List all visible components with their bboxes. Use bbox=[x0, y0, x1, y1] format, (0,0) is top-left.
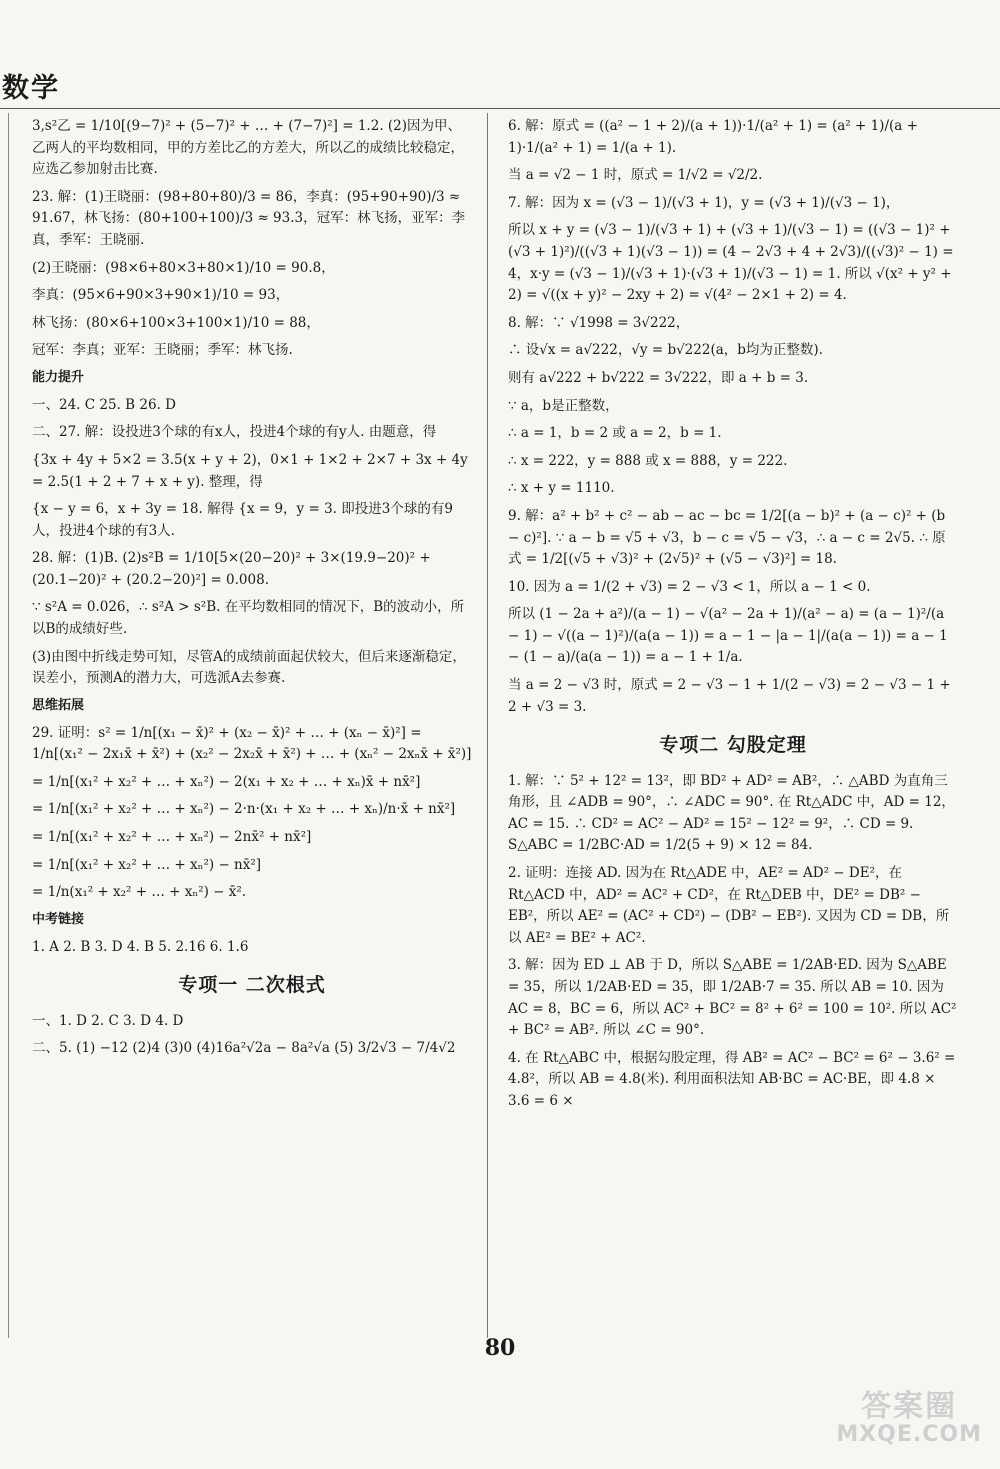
right-column bbox=[508, 116, 958, 1119]
answer-8: 8. 解：∵ √1998 = 3√222， bbox=[508, 314, 690, 331]
subsection-thinking: 思维拓展 bbox=[32, 697, 85, 713]
answer-27-solution: {x − y = 6，x + 3y = 18. 解得 {x = 9，y = 3. 即投进3个球的有9人，投进4个球的有3人. bbox=[32, 501, 453, 539]
answer-29-step1: = 1/n[(x₁² + x₂² + … + xₙ²) − 2(x₁ + x₂ + … + xₙ)x̄ + nx̄²] bbox=[32, 773, 421, 790]
answer-23-ranking: 冠军：李真；亚军：王晓丽；季军：林飞扬. bbox=[32, 342, 293, 359]
section-heading-radicals: 专项一 二次根式 bbox=[178, 974, 326, 997]
exam-link-answers: 1. A 2. B 3. D 4. B 5. 2.16 6. 1.6 bbox=[32, 938, 249, 955]
answer-10: 10. 因为 a = 1/(2 + √3) = 2 − √3 < 1，所以 a − 1 < 0. bbox=[508, 578, 871, 595]
answer-8-step1: ∴ 设√x = a√222，√y = b√222(a，b均为正整数). bbox=[508, 342, 823, 359]
watermark-logo bbox=[836, 1390, 982, 1447]
answer-10-eval: 当 a = 2 − √3 时，原式 = 2 − √3 − 1 + 1/(2 − √3) = 2 − √3 − 1 + 2 + √3 = 3. bbox=[508, 677, 951, 715]
answer-29-step4: = 1/n[(x₁² + x₂² + … + xₙ²) − nx̄²] bbox=[32, 856, 262, 873]
answer-28-part3: (3)由图中折线走势可知，尽管A的成绩前面起伏较大，但后来逐渐稳定，误差小，预测A的潜力大，可选派A去参赛. bbox=[32, 648, 466, 687]
answer-23-part2-lin: 林飞扬：(80×6+100×3+100×1)/10 = 88， bbox=[32, 314, 320, 331]
left-column bbox=[32, 116, 472, 1066]
answer-29-step5: = 1/n(x₁² + x₂² + … + xₙ²) − x̄². bbox=[32, 884, 247, 901]
answer-7-calc: 所以 x + y = (√3 − 1)/(√3 + 1) + (√3 + 1)/(√3 − 1) = ((√3 − 1)² + (√3 + 1)²)/((√3 + 1)(√3 − 1)) = (4 − 2√3 + 4 + 2√3)/((√3)² − 1) = 4，x·y = (√3 − 1)/(√3 + 1)·(√3 + 1)/(√3 − 1) = 1. 所以 √(x² + y² + 2) = √((x + y)² − 2xy + 2) = √(4² − 2×1 + 2) = 4. bbox=[508, 222, 954, 304]
answer-29: 29. 证明：s² = 1/n[(x₁ − x̄)² + (x₂ − x̄)² + … + (xₙ − x̄)²] = 1/n[(x₁² − 2x₁x̄ + x̄²) + (x₂² − 2x₂x̄ + x̄²) + … + (xₙ² − 2xₙx̄ + x̄²)] bbox=[32, 724, 472, 763]
pythagorean-answer-2: 2. 证明：连接 AD. 因为在 Rt△ADE 中，AE² = AD² − DE²，在 Rt△ACD 中，AD² = AC² + CD²，在 Rt△DEB 中，DE² = DB² − EB²，所以 AE² = (AC² + CD²) − (DB² − EB²). 又因为 CD = DB，所以 AE² = BE² + AC². bbox=[508, 865, 950, 946]
answer-10-simplify: 所以 (1 − 2a + a²)/(a − 1) − √(a² − 2a + 1)/(a² − a) = (a − 1)²/(a − 1) − √((a − 1)²)/(a(a − 1)) = a − 1 − |a − 1|/(a(a − 1)) = a − 1 − (1 − a)/(a(a − 1)) = a − 1 + 1/a. bbox=[508, 606, 948, 666]
header-divider bbox=[0, 108, 1000, 109]
answer-8-step4: ∴ a = 1，b = 2 或 a = 2，b = 1. bbox=[508, 425, 722, 442]
answer-27-system: {3x + 4y + 5×2 = 3.5(x + y + 2)，0×1 + 1×2 + 2×7 + 3x + 4y = 2.5(1 + 2 + 7 + x + y). 整理，得 bbox=[32, 451, 468, 490]
subsection-ability: 能力提升 bbox=[32, 369, 85, 385]
section-heading-pythagorean: 专项二 勾股定理 bbox=[659, 734, 807, 757]
answer-6: 6. 解：原式 = ((a² − 1 + 2)/(a + 1))·1/(a² + 1) = (a² + 1)/(a + 1)·1/(a² + 1) = 1/(a + 1). bbox=[508, 118, 918, 156]
answer-8-step2: 则有 a√222 + b√222 = 3√222，即 a + b = 3. bbox=[508, 369, 809, 386]
answer-9: 9. 解：a² + b² + c² − ab − ac − bc = 1/2[(a − b)² + (a − c)² + (b − c)²]. ∵ a − b = √5 + √3，b − c = √5 − √3，∴ a − c = 2√5. ∴ 原式 = 1/2[(√5 + √3)² + (2√5)² + (√5 − √3)²] = 18. bbox=[508, 507, 946, 568]
column-divider bbox=[487, 113, 488, 1338]
answer-29-step2: = 1/n[(x₁² + x₂² + … + xₙ²) − 2·n·(x₁ + x₂ + … + xₙ)/n·x̄ + nx̄²] bbox=[32, 801, 456, 818]
watermark-url: MXQE.COM bbox=[836, 1422, 982, 1447]
pythagorean-answer-3: 3. 解：因为 ED ⊥ AB 于 D，所以 S△ABE = 1/2AB·ED. 因为 S△ABE = 35，所以 1/2AB·ED = 35，即 1/2AB·7 = 35. 所以 AB = 10. 因为 AC = 8，BC = 6，所以 AC² + BC² = 8² + 6² = 100 = 10². 所以 AC² + BC² = AB². 所以 ∠C = 90°. bbox=[508, 957, 957, 1039]
page-number: 80 bbox=[484, 1335, 516, 1361]
subsection-exam-link: 中考链接 bbox=[32, 911, 85, 927]
page-header-title: 数学 bbox=[2, 73, 60, 104]
answer-24-26: 一、24. C 25. B 26. D bbox=[32, 396, 176, 413]
radicals-answers-1-4: 一、1. D 2. C 3. D 4. D bbox=[32, 1012, 184, 1029]
answer-6-eval: 当 a = √2 − 1 时，原式 = 1/√2 = √2/2. bbox=[508, 167, 763, 184]
answer-27: 二、27. 解：设投进3个球的有x人，投进4个球的有y人. 由题意，得 bbox=[32, 424, 437, 441]
answer-8-step5: ∴ x = 222，y = 888 或 x = 888，y = 222. bbox=[508, 452, 788, 469]
answer-23: 23. 解：(1)王晓丽：(98+80+80)/3 = 86，李真：(95+90+90)/3 ≈ 91.67，林飞扬：(80+100+100)/3 ≈ 93.3，冠军：林飞扬，亚军：李真，季军：王晓丽. bbox=[32, 188, 466, 248]
pythagorean-answer-4: 4. 在 Rt△ABC 中，根据勾股定理，得 AB² = AC² − BC² = 6² − 3.6² = 4.8²，所以 AB = 4.8(米). 利用面积法知 AB·BC = AC·BE，即 4.8 × 3.6 = 6 × bbox=[508, 1049, 956, 1109]
answer-7: 7. 解：因为 x = (√3 − 1)/(√3 + 1)，y = (√3 + 1)/(√3 − 1)， bbox=[508, 194, 900, 211]
radicals-answer-5: 二、5. (1) −12 (2)4 (3)0 (4)16a²√2a − 8a²√a (5) 3/2√3 − 7/4√2 bbox=[32, 1040, 456, 1057]
answer-23-part2-wang: (2)王晓丽：(98×6+80×3+80×1)/10 = 90.8， bbox=[32, 259, 335, 276]
answer-23-part2-li: 李真：(95×6+90×3+90×1)/10 = 93， bbox=[32, 287, 290, 304]
left-edge-rule bbox=[8, 113, 9, 1338]
pythagorean-answer-1: 1. 解：∵ 5² + 12² = 13²，即 BD² + AD² = AB²，∴ △ABD 为直角三角形，且 ∠ADB = 90°，∴ ∠ADC = 90°. 在 Rt△ADC 中，AD = 12，AC = 15. ∴ CD² = AC² − AD² = 15² − 12² = 9²，∴ CD = 9. S△ABC = 1/2BC·AD = 1/2(5 + 9) × 12 = 84. bbox=[508, 772, 955, 854]
watermark-text: 答案圈 bbox=[861, 1389, 958, 1424]
answer-22-continued: 3,s²乙 = 1/10[(9−7)² + (5−7)² + … + (7−7)²] = 1.2. (2)因为甲、乙两人的平均数相同，甲的方差比乙的方差大，所以乙的成绩比较稳定，应选乙参加射击比赛. bbox=[32, 118, 464, 178]
answer-8-result: ∴ x + y = 1110. bbox=[508, 480, 615, 497]
answer-8-step3: ∵ a，b是正整数， bbox=[508, 397, 619, 414]
answer-28: 28. 解：(1)B. (2)s²B = 1/10[5×(20−20)² + 3×(19.9−20)² + (20.1−20)² + (20.2−20)²] = 0.008. bbox=[32, 550, 431, 588]
answer-28-compare: ∵ s²A = 0.026，∴ s²A > s²B. 在平均数相同的情况下，B的波动小，所以B的成绩好些. bbox=[32, 599, 465, 638]
answer-29-step3: = 1/n[(x₁² + x₂² + … + xₙ²) − 2nx̄² + nx̄²] bbox=[32, 829, 312, 846]
